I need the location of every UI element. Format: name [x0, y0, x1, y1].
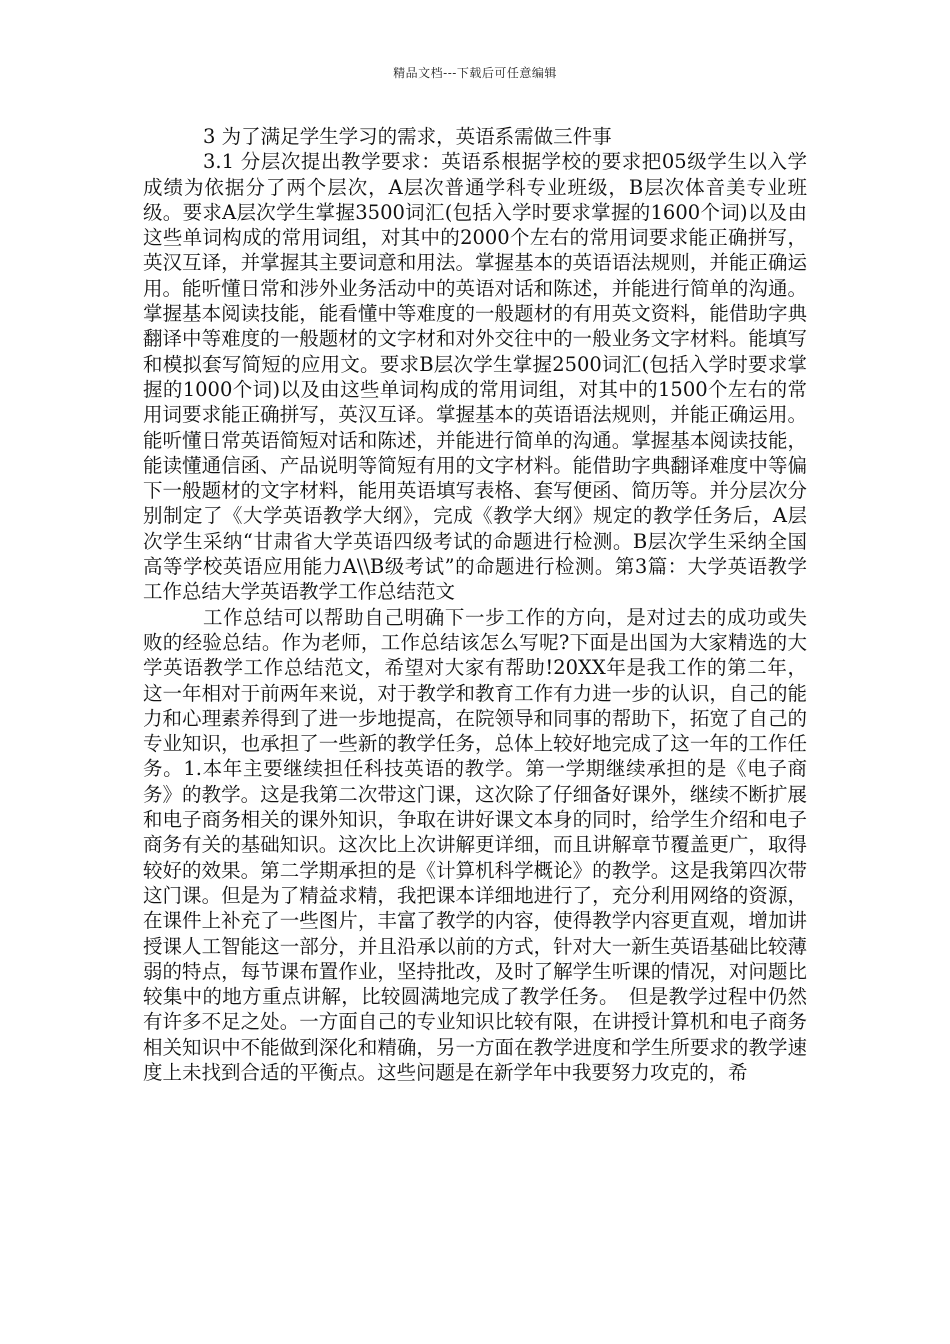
paragraph-teaching-requirements: 3.1 分层次提出教学要求：英语系根据学校的要求把05级学生以入学成绩为依据分了两个层次，A层次普通学科专业班级，B层次体音美专业班级。要求A层次学生掌握3500词汇(包括入学时要求掌握的1600个词)以及由这些单词构成的常用词组，对其中的2000个左右的常用词要求能正确拼写，英汉互译，并掌握其主要词意和用法。掌握基本的英语语法规则，并能正确运用。能听懂日常和涉外业务活动中的英语对话和陈述，并能进行简单的沟通。掌握基本阅读技能，能看懂中等难度的一般题材的有用英文资料，能借助字典翻译中等难度的一般题材的文字材和对外交往中的一般业务文字材料。能填写和模拟套写简短的应用文。要求B层次学生掌握2500词汇(包括入学时要求掌握的1000个词)以及由这些单词构成的常用词组，对其中的1500个左右的常用词要求能正确拼写，英汉互译。掌握基本的英语语法规则，并能正确运用。能听懂日常英语简短对话和陈述，并能进行简单的沟通。掌握基本阅读技能，能读懂通信函、产品说明等简短有用的文字材料。能借助字典翻译难度中等偏下一般题材的文字材料，能用英语填写表格、套写便函、简历等。并分层次分别制定了《大学英语教学大纲》，完成《教学大纲》规定的教学任务后，A层次学生采纳“甘肃省大学英语四级考试的命题进行检测。B层次学生采纳全国高等学校英语应用能力A\\B级考试”的命题进行检测。第3篇：大学英语教学工作总结大学英语教学工作总结范文 — [143, 150, 807, 604]
document-body — [143, 124, 807, 1085]
paragraph-work-summary: 工作总结可以帮助自己明确下一步工作的方向，是对过去的成功或失败的经验总结。作为老师，工作总结该怎么写呢?下面是出国为大家精选的大学英语教学工作总结范文，希望对大家有帮助!20XX年是我工作的第二年，这一年相对于前两年来说，对于教学和教育工作有力进一步的认识，自己的能力和心理素养得到了进一步地提高，在院领导和同事的帮助下，拓宽了自己的专业知识，也承担了一些新的教学任务，总体上较好地完成了这一年的工作任务。1.本年主要继续担任科技英语的教学。第一学期继续承担的是《电子商务》的教学。这是我第二次带这门课，这次除了仔细备好课外，继续不断扩展和电子商务相关的课外知识，争取在讲好课文本身的同时，给学生介绍和电子商务有关的基础知识。这次比上次讲解更详细，而且讲解章节覆盖更广，取得较好的效果。第二学期承担的是《计算机科学概论》的教学。这是我第四次带这门课。但是为了精益求精，我把课本详细地进行了，充分利用网络的资源，在课件上补充了一些图片，丰富了教学的内容，使得教学内容更直观，增加讲授课人工智能这一部分，并且沿承以前的方式，针对大一新生英语基础比较薄弱的特点，每节课布置作业，坚持批改，及时了解学生听课的情况，对问题比较集中的地方重点讲解，比较圆满地完成了教学任务。 但是教学过程中仍然有许多不足之处。一方面自己的专业知识比较有限，在讲授计算机和电子商务相关知识中不能做到深化和精确，另一方面在教学进度和学生所要求的教学速度上未找到合适的平衡点。这些问题是在新学年中我要努力攻克的，希 — [143, 605, 807, 1084]
page-header: 精品文档---下载后可任意编辑 — [393, 66, 557, 80]
section-heading: 3 为了满足学生学习的需求，英语系需做三件事 — [203, 125, 612, 148]
